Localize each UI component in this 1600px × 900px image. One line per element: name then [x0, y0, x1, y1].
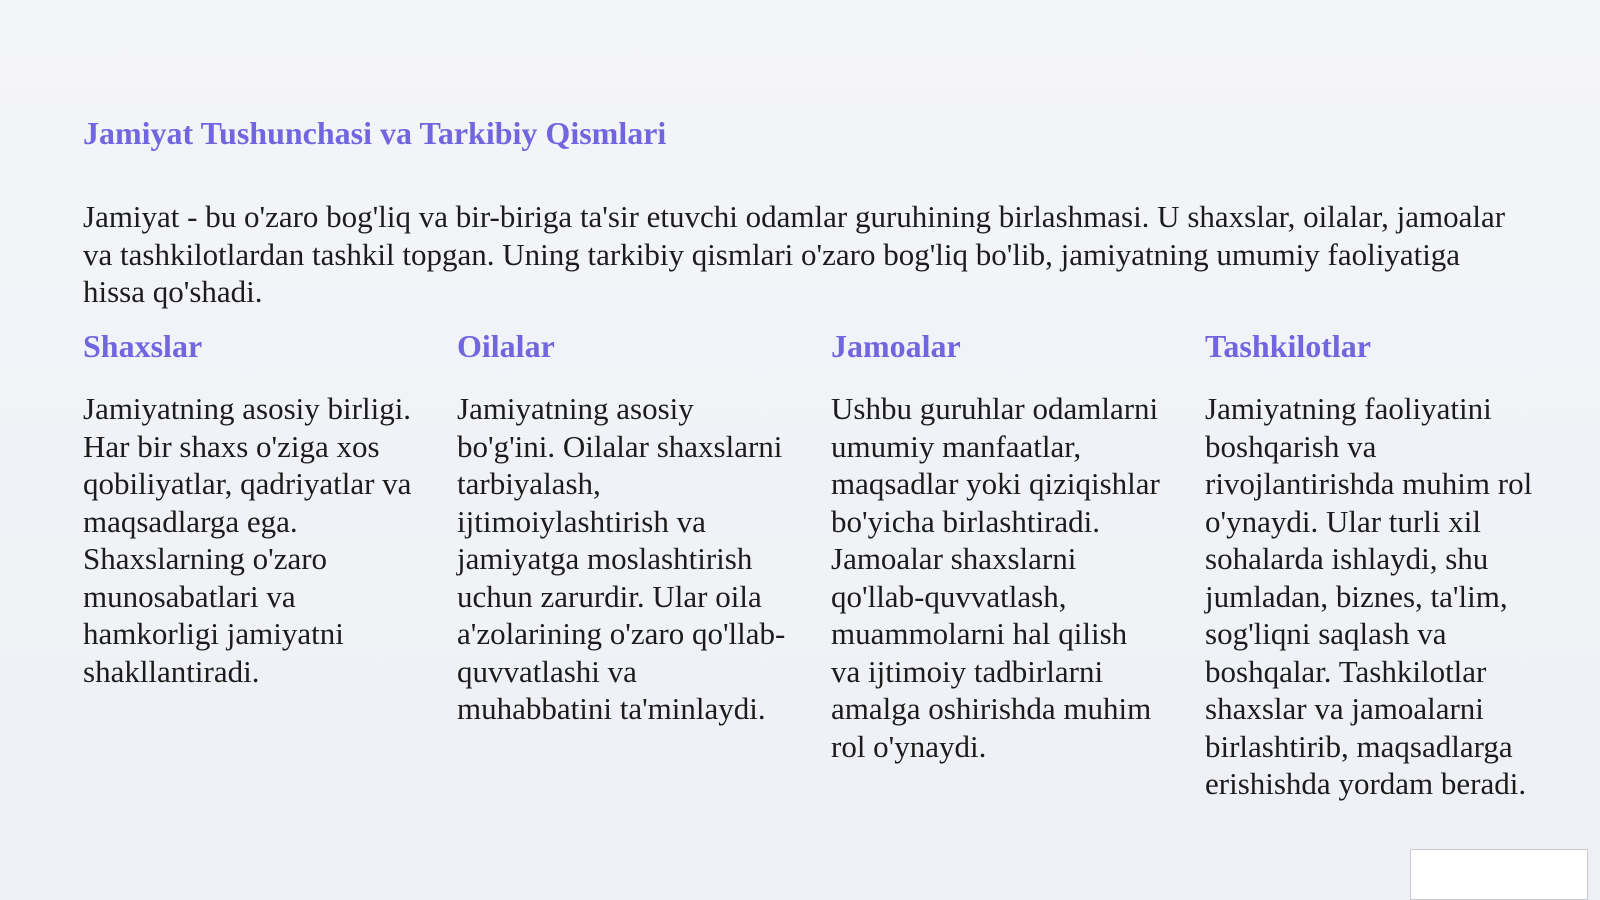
column-tashkilotlar [1205, 326, 1535, 803]
column-heading-oilalar: Oilalar [457, 328, 555, 364]
column-jamoalar [831, 326, 1161, 765]
column-text-shaxslar: Jamiyatning asosiy birligi. Har bir shaxs o'ziga xos qobiliyatlar, qadriyatlar va maqsadlarga ega. Shaxslarning o'zaro munosabatlari va hamkorligi jamiyatni shakllantiradi. [83, 391, 412, 689]
column-heading-tashkilotlar: Tashkilotlar [1205, 328, 1371, 364]
column-oilalar [457, 326, 787, 728]
column-heading-shaxslar: Shaxslar [83, 328, 203, 364]
column-text-jamoalar: Ushbu guruhlar odamlarni umumiy manfaatlar, maqsadlar yoki qiziqishlar bo'yicha birlashtiradi. Jamoalar shaxslarni qo'llab-quvvatlash, muammolarni hal qilish va ijtimoiy tadbirlarni amalga oshirishda muhim rol o'ynaydi. [831, 391, 1160, 764]
column-heading-jamoalar: Jamoalar [831, 328, 961, 364]
column-shaxslar [83, 326, 413, 690]
components-columns [83, 326, 1563, 886]
column-text-tashkilotlar: Jamiyatning faoliyatini boshqarish va rivojlantirishda muhim rol o'ynaydi. Ular turli xil sohalarda ishlaydi, shu jumladan, biznes, ta'lim, sog'liqni saqlash va boshqalar. Tashkilotlar shaxslar va jamoalarni birlashtirib, maqsadlarga erishishda yordam beradi. [1205, 391, 1533, 801]
column-text-oilalar: Jamiyatning asosiy bo'g'ini. Oilalar shaxslarni tarbiyalash, ijtimoiylashtirish va jamiyatga moslashtirish uchun zarurdir. Ular oila a'zolarining o'zaro qo'llab-quvvatlashi va muhabbatini ta'minlaydi. [457, 391, 786, 726]
intro-paragraph: Jamiyat - bu o'zaro bog'liq va bir-biriga ta'sir etuvchi odamlar guruhining birlashmasi. U shaxslar, oilalar, jamoalar va tashkilotlardan tashkil topgan. Uning tarkibiy qismlari o'zaro bog'liq bo'lib, jamiyatning umumiy faoliyatiga hissa qo'shadi. [83, 199, 1506, 309]
blank-overlay-box [1410, 849, 1588, 900]
slide-title: Jamiyat Tushunchasi va Tarkibiy Qismlari [83, 115, 667, 151]
